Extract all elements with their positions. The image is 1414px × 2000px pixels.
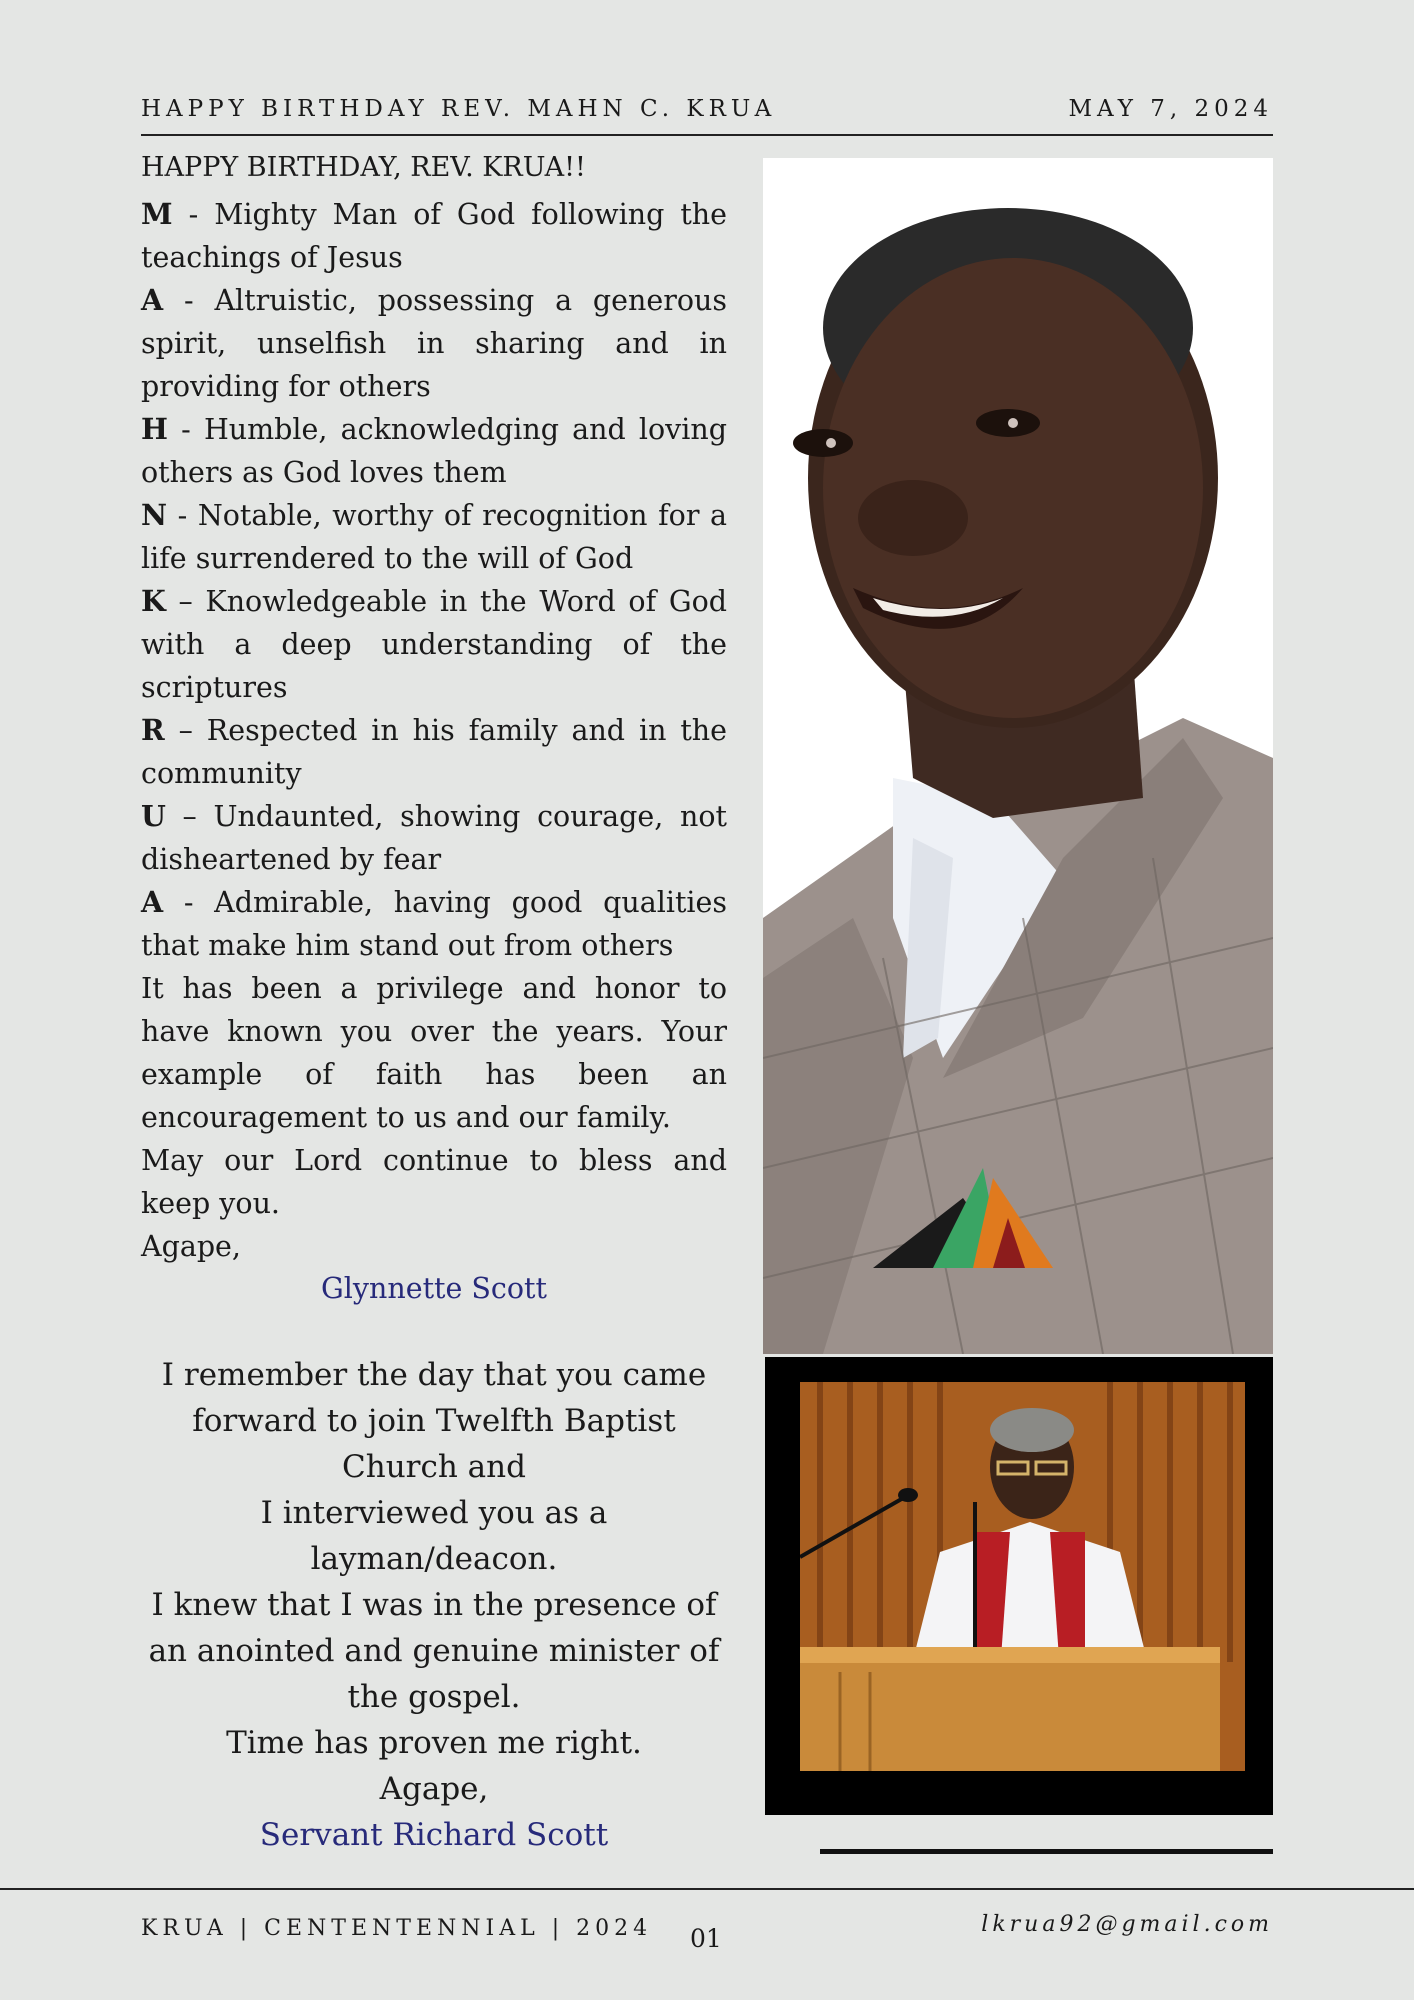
footer-divider xyxy=(0,1888,1414,1890)
acrostic-item: M - Mighty Man of God following the teachings of Jesus xyxy=(141,197,728,275)
closing-paragraph: May our Lord continue to bless and keep you. xyxy=(141,1144,727,1221)
tribute-letter xyxy=(141,1352,727,1858)
acrostic-item: U – Undaunted, showing courage, not disheartened by fear xyxy=(141,799,727,877)
footer-title: KRUA | CENTENTENNIAL | 2024 xyxy=(141,1916,653,1941)
acrostic-item: N - Notable, worthy of recognition for a life surrendered to the will of God xyxy=(141,498,727,576)
tribute-line: I remember the day that you came forward to join Twelfth Baptist Church and xyxy=(161,1357,707,1485)
acrostic-list xyxy=(141,193,727,967)
pulpit-photo xyxy=(800,1382,1245,1771)
portrait-illustration xyxy=(763,158,1273,1354)
decorative-rule xyxy=(820,1849,1273,1854)
letter-heading: HAPPY BIRTHDAY, REV. KRUA!! xyxy=(141,152,586,183)
footer-email: lkrua92@gmail.com xyxy=(981,1912,1273,1937)
closing-paragraph: It has been a privilege and honor to have known you over the years. Your example of faith has been an encouragement to us and our family. xyxy=(141,972,727,1135)
letter-closing xyxy=(141,967,727,1268)
tribute-line: I knew that I was in the presence of an anointed and genuine minister of the gospel. xyxy=(148,1587,720,1715)
signature-glynnette: Glynnette Scott xyxy=(321,1272,547,1306)
page-number: 01 xyxy=(690,1924,722,1953)
header-title: HAPPY BIRTHDAY REV. MAHN C. KRUA xyxy=(141,96,777,122)
pulpit-illustration xyxy=(800,1382,1245,1771)
closing-salutation: Agape, xyxy=(141,1230,241,1264)
page-header xyxy=(141,96,1273,136)
tribute-line: I interviewed you as a layman/deacon. xyxy=(260,1495,608,1577)
signature-richard: Servant Richard Scott xyxy=(259,1817,609,1853)
acrostic-item: H - Humble, acknowledging and loving others as God loves them xyxy=(141,412,727,490)
acrostic-item: R – Respected in his family and in the community xyxy=(141,713,728,791)
pulpit-photo-frame xyxy=(765,1357,1273,1815)
portrait-photo xyxy=(763,158,1273,1354)
header-date: MAY 7, 2024 xyxy=(1068,96,1273,122)
tribute-salutation: Agape, xyxy=(379,1771,489,1807)
acrostic-item: A - Altruistic, possessing a generous spirit, unselfish in sharing and in providing for others xyxy=(141,283,727,404)
acrostic-item: A - Admirable, having good qualities that make him stand out from others xyxy=(141,885,728,963)
birthday-letter xyxy=(141,150,727,1305)
tribute-line: Time has proven me right. xyxy=(226,1725,642,1761)
acrostic-item: K – Knowledgeable in the Word of God with a deep understanding of the scriptures xyxy=(141,584,727,705)
